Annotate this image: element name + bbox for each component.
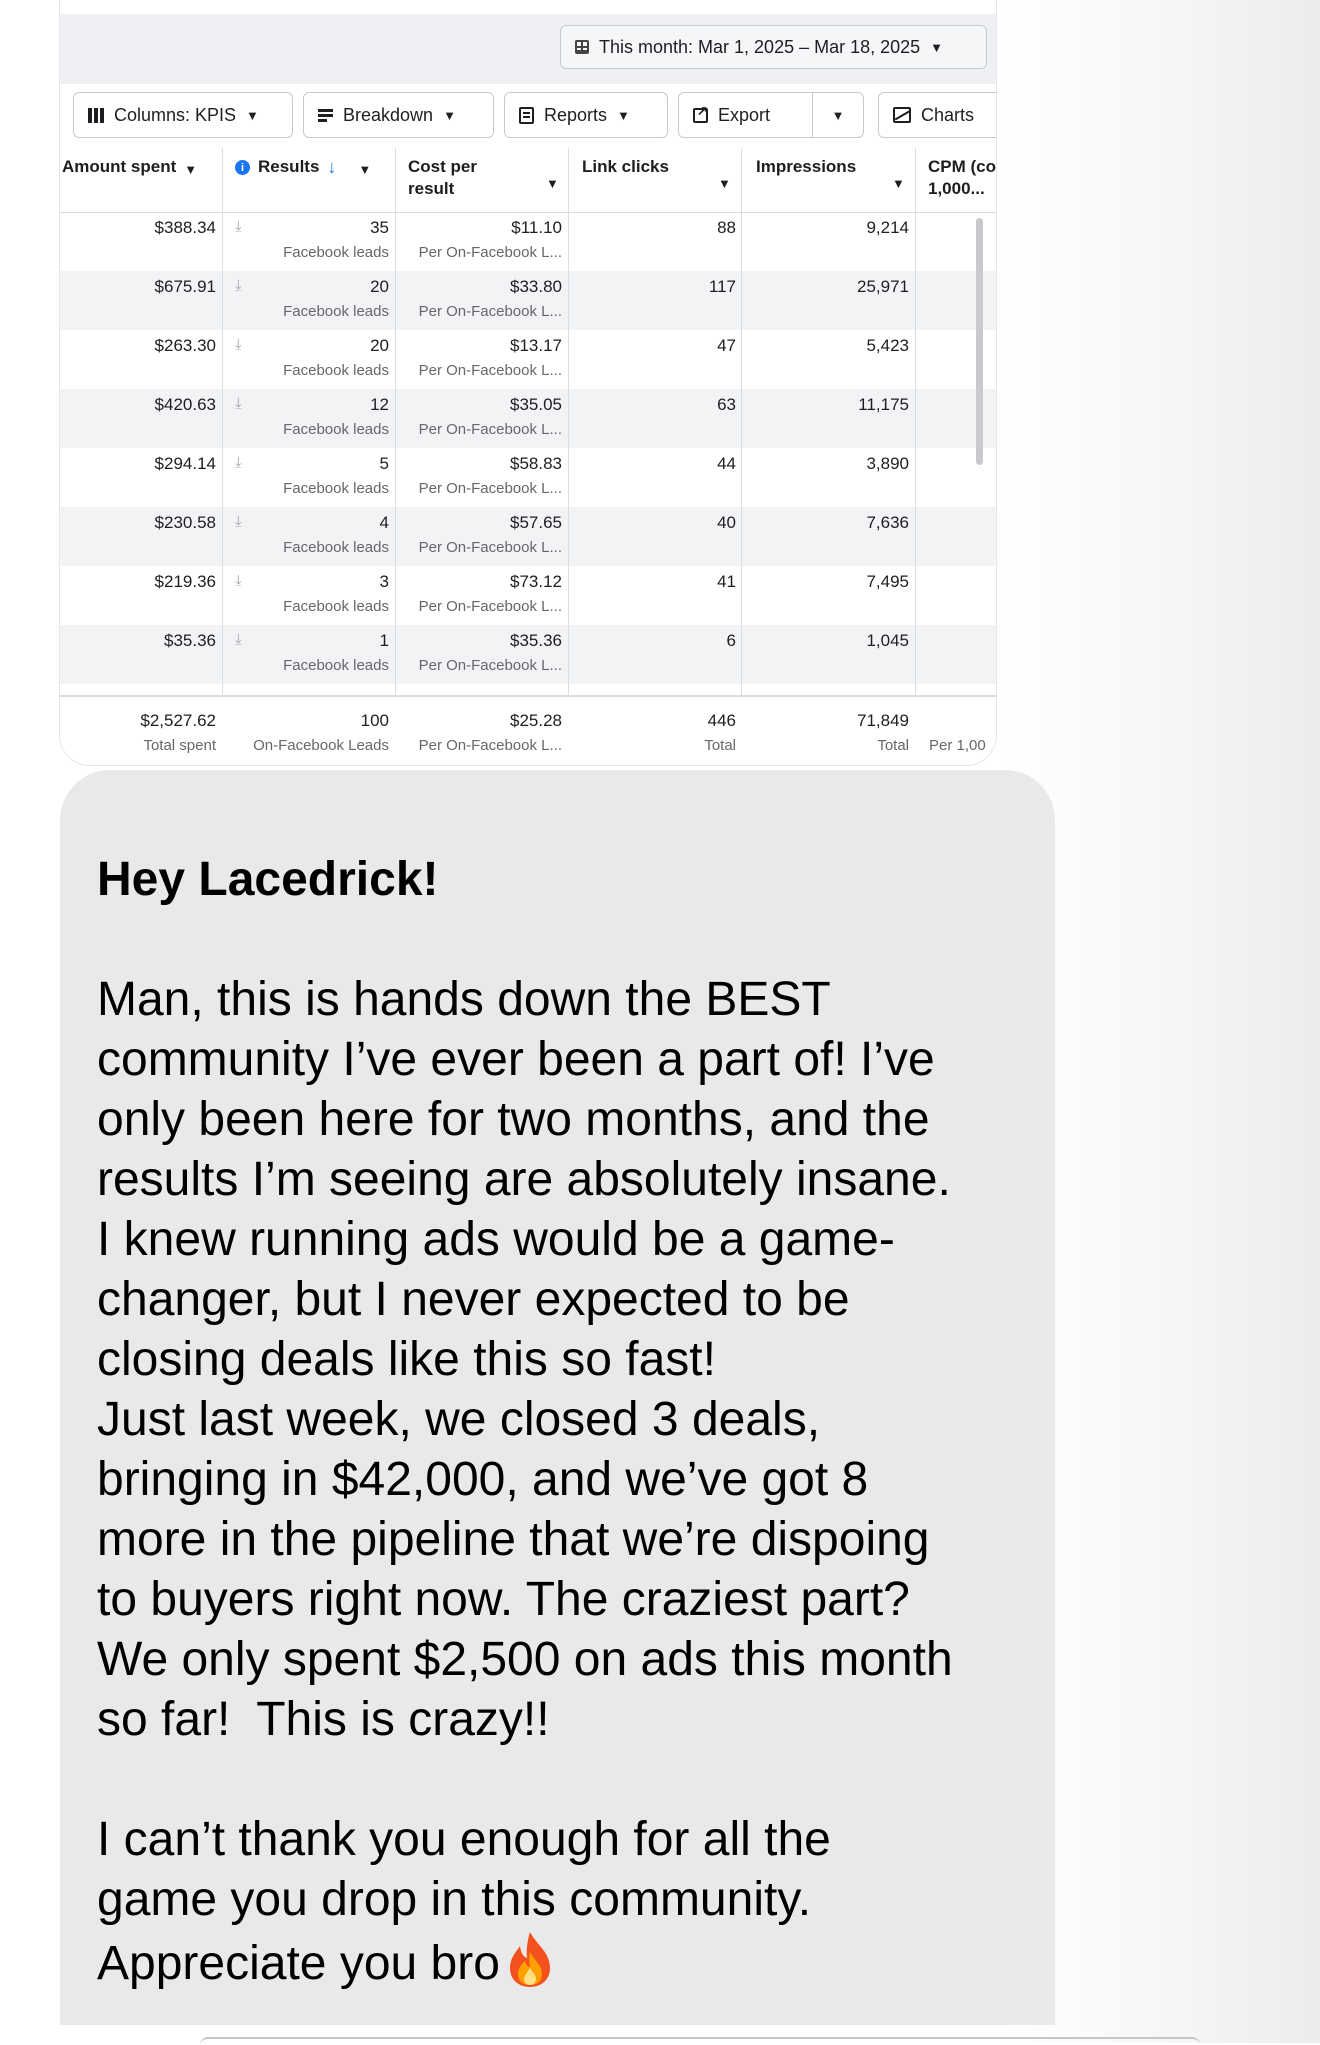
header-label: Results — [258, 157, 320, 176]
cost-type-label: Per On-Facebook L... — [418, 539, 562, 556]
chevron-down-icon: ▼ — [546, 176, 559, 191]
impressions-cell: 7,495 — [866, 572, 909, 591]
message-bubble[interactable] — [60, 770, 1055, 2025]
download-icon: ⤓ — [235, 277, 242, 294]
impressions-cell: 5,423 — [866, 336, 909, 355]
sort-down-icon: ↓ — [327, 157, 337, 177]
results-type-label: Facebook leads — [283, 480, 389, 497]
impressions-cell: 7,636 — [866, 513, 909, 532]
results-cell: 1 — [379, 631, 389, 650]
download-icon: ⤓ — [235, 513, 242, 530]
column-divider — [568, 148, 569, 765]
cost-type-label: Per On-Facebook L... — [418, 421, 562, 438]
toolbar — [60, 92, 996, 140]
link-clicks-cell: 6 — [726, 631, 736, 650]
totals-row — [60, 695, 996, 765]
table-row[interactable] — [60, 389, 996, 448]
charts-label: Charts — [921, 104, 975, 125]
total-amount-spent: $2,527.62 — [140, 711, 216, 730]
results-cell: 35 — [370, 218, 389, 237]
link-clicks-cell: 117 — [708, 277, 736, 296]
cost-per-result-cell: $73.12 — [510, 572, 562, 591]
chevron-down-icon: ▼ — [358, 162, 372, 177]
message-text — [97, 850, 1027, 2003]
columns-icon — [88, 108, 104, 123]
results-type-label: Facebook leads — [283, 303, 389, 320]
export-icon — [693, 108, 708, 123]
chevron-down-icon: ▼ — [892, 176, 905, 191]
calendar-icon — [575, 40, 589, 54]
total-results-label: On-Facebook Leads — [253, 737, 389, 754]
chevron-down-icon: ▼ — [930, 39, 944, 55]
results-type-label: Facebook leads — [283, 421, 389, 438]
cost-per-result-cell: $58.83 — [510, 454, 562, 473]
export-dropdown-button[interactable] — [812, 92, 864, 138]
table-row[interactable] — [60, 625, 996, 684]
chevron-down-icon: ▼ — [718, 176, 731, 191]
ads-manager-screenshot — [60, 0, 996, 765]
header-label: Cost per — [408, 157, 477, 176]
table-row[interactable] — [60, 271, 996, 330]
download-icon: ⤓ — [235, 218, 242, 235]
download-icon: ⤓ — [235, 395, 242, 412]
cost-type-label: Per On-Facebook L... — [418, 244, 562, 261]
link-clicks-cell: 41 — [717, 572, 736, 591]
amount-spent-cell: $230.58 — [154, 513, 216, 532]
breakdown-icon — [318, 109, 333, 122]
chart-icon — [893, 107, 911, 123]
amount-spent-cell: $675.91 — [154, 277, 216, 296]
cost-per-result-cell: $11.10 — [511, 218, 562, 237]
results-cell: 5 — [379, 454, 389, 473]
charts-button[interactable] — [878, 92, 996, 138]
chevron-down-icon: ▼ — [831, 107, 845, 123]
total-clicks-label: Total — [704, 737, 736, 754]
total-results: 100 — [360, 711, 389, 730]
header-impressions[interactable] — [756, 156, 856, 178]
date-range-label: This month: Mar 1, 2025 – Mar 18, 2025 — [599, 36, 921, 57]
header-label: result — [408, 179, 455, 198]
results-type-label: Facebook leads — [283, 362, 389, 379]
results-cell: 3 — [379, 572, 389, 591]
reports-icon — [519, 107, 534, 124]
header-label: CPM (co — [928, 157, 996, 176]
total-link-clicks: 446 — [707, 711, 736, 730]
export-button[interactable] — [678, 92, 814, 138]
amount-spent-cell: $388.34 — [154, 218, 216, 237]
table-row[interactable] — [60, 566, 996, 625]
info-icon: i — [235, 160, 250, 175]
impressions-cell: 9,214 — [866, 218, 909, 237]
results-type-label: Facebook leads — [283, 657, 389, 674]
table-row[interactable] — [60, 448, 996, 507]
reports-button[interactable] — [504, 92, 668, 138]
chevron-down-icon: ▼ — [184, 162, 198, 177]
column-divider — [395, 148, 396, 765]
download-icon: ⤓ — [235, 631, 242, 648]
cost-per-result-cell: $57.65 — [510, 513, 562, 532]
header-label: Amount spent — [62, 157, 177, 176]
header-cpm[interactable] — [928, 156, 996, 200]
impressions-cell: 25,971 — [857, 277, 909, 296]
date-range-button[interactable] — [560, 25, 987, 69]
cost-per-result-cell: $35.05 — [510, 395, 562, 414]
download-icon: ⤓ — [235, 572, 242, 589]
header-label: Impressions — [756, 157, 857, 176]
breakdown-button[interactable] — [303, 92, 494, 138]
impressions-cell: 11,175 — [858, 395, 909, 414]
results-type-label: Facebook leads — [283, 598, 389, 615]
chevron-down-icon: ▼ — [246, 107, 259, 123]
cost-type-label: Per On-Facebook L... — [418, 362, 562, 379]
amount-spent-cell: $35.36 — [164, 631, 216, 650]
total-amount-label: Total spent — [143, 737, 216, 754]
header-link-clicks[interactable] — [582, 156, 669, 178]
chevron-down-icon: ▼ — [443, 107, 456, 123]
results-type-label: Facebook leads — [283, 539, 389, 556]
link-clicks-cell: 63 — [717, 395, 736, 414]
total-impressions-label: Total — [877, 737, 909, 754]
message-greeting: Hey Lacedrick! — [97, 853, 439, 906]
link-clicks-cell: 44 — [717, 454, 736, 473]
header-amount-spent[interactable] — [62, 156, 197, 181]
download-icon: ⤓ — [235, 336, 242, 353]
columns-button[interactable] — [73, 92, 293, 138]
cost-type-label: Per On-Facebook L... — [418, 598, 562, 615]
breakdown-label: Breakdown — [343, 104, 434, 125]
amount-spent-cell: $263.30 — [154, 336, 216, 355]
link-clicks-cell: 88 — [717, 218, 736, 237]
table-header — [60, 148, 996, 213]
fire-emoji-icon — [506, 1930, 554, 2003]
cost-per-result-cell: $33.80 — [510, 277, 562, 296]
link-clicks-cell: 40 — [717, 513, 736, 532]
header-label: 1,000... — [928, 179, 985, 198]
cost-per-result-cell: $13.17 — [510, 336, 562, 355]
cost-per-result-cell: $35.36 — [510, 631, 562, 650]
results-cell: 20 — [370, 336, 389, 355]
results-cell: 4 — [379, 513, 389, 532]
download-icon: ⤓ — [235, 454, 242, 471]
header-cost-per-result[interactable] — [408, 156, 558, 200]
amount-spent-cell: $219.36 — [154, 572, 216, 591]
impressions-cell: 1,045 — [866, 631, 909, 650]
cost-type-label: Per On-Facebook L... — [418, 480, 562, 497]
amount-spent-cell: $420.63 — [154, 395, 216, 414]
impressions-cell: 3,890 — [866, 454, 909, 473]
table-row[interactable] — [60, 212, 996, 271]
cost-type-label: Per On-Facebook L... — [418, 657, 562, 674]
table-row[interactable] — [60, 507, 996, 566]
cost-type-label: Per On-Facebook L... — [418, 303, 562, 320]
amount-spent-cell: $294.14 — [154, 454, 216, 473]
total-impressions: 71,849 — [857, 711, 909, 730]
message-body: Man, this is hands down the BEST community I’ve ever been a part of! I’ve only been here for two months, and the results I’m seeing are absolutely insane. I knew running ads would be a game- changer, but I never expected to be closing deals like this so fast! Just last week, we closed 3 deals, bringing in $42,000, and we’ve got 8 more in the pipeline that we’re dispoing to buyers right now. The craziest part? We only spent $2,500 on ads this month so far! This is crazy!! I can’t thank you enough for all the game you drop in this community. Appreciate you bro — [97, 973, 953, 1991]
reports-label: Reports — [544, 104, 608, 125]
chevron-down-icon: ▼ — [617, 107, 630, 123]
header-label: Link clicks — [582, 157, 669, 176]
total-cost-label: Per On-Facebook L... — [418, 737, 562, 754]
results-type-label: Facebook leads — [283, 244, 389, 261]
input-bar-edge — [200, 2037, 1200, 2045]
column-divider — [915, 148, 916, 765]
columns-label: Columns: KPIS — [114, 104, 237, 125]
column-divider — [222, 148, 223, 765]
link-clicks-cell: 47 — [717, 336, 736, 355]
total-cpm-label: Per 1,00 — [929, 737, 986, 754]
total-cost-per-result: $25.28 — [510, 711, 562, 730]
results-cell: 20 — [370, 277, 389, 296]
table-scrollbar[interactable] — [976, 218, 983, 465]
results-cell: 12 — [370, 395, 389, 414]
table-row[interactable] — [60, 330, 996, 389]
header-results[interactable] — [235, 156, 371, 181]
export-label: Export — [718, 104, 771, 125]
column-divider — [741, 148, 742, 765]
